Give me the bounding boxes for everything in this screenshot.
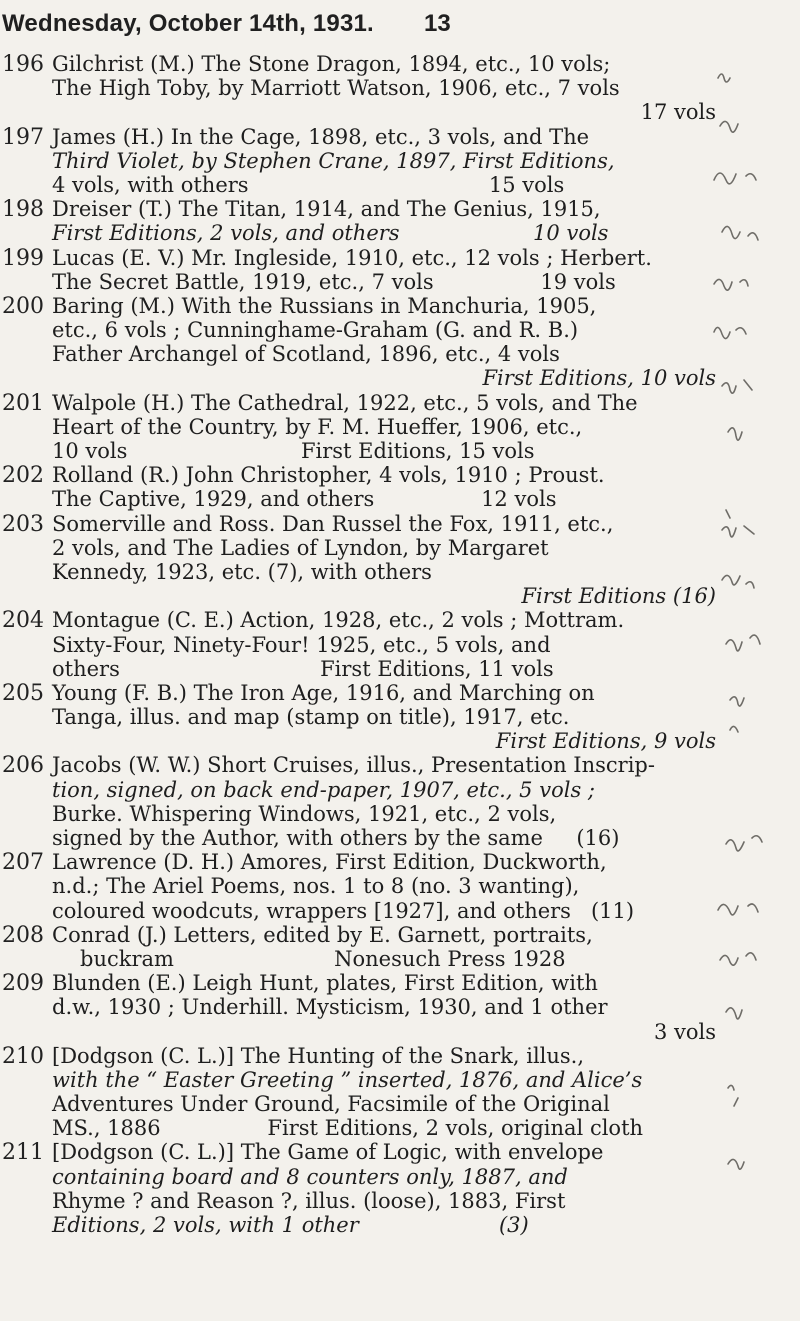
lot-description-line: Adventures Under Ground, Facsimile of the Original xyxy=(52,1092,610,1117)
lot-description-line: Gilchrist (M.) The Stone Dragon, 1894, etc., 10 vols; xyxy=(52,52,611,76)
lot-entry xyxy=(0,463,800,511)
lot-description-line: MS., 1886 First Editions, 2 vols, original cloth xyxy=(52,1116,644,1141)
lot-number: 197 xyxy=(2,124,44,150)
lot-entry xyxy=(0,608,800,681)
lot-entry xyxy=(0,125,800,198)
lot-description-line: First Editions (16) xyxy=(521,584,716,609)
lot-number: 198 xyxy=(2,197,44,223)
lot-description-line: Lawrence (D. H.) Amores, First Edition, Duckworth, xyxy=(52,850,607,875)
lot-entry xyxy=(0,52,800,125)
lot-number: 203 xyxy=(2,511,44,537)
lot-description-line: Rhyme ? and Reason ?, illus. (loose), 1883, First xyxy=(52,1188,566,1213)
lot-description-line: n.d.; The Ariel Poems, nos. 1 to 8 (no. 3 wanting), xyxy=(52,874,580,899)
lot-number: 196 xyxy=(2,52,44,77)
lot-description-line: 10 vols First Editions, 15 vols xyxy=(52,439,535,463)
lot-description-line: Third Violet, by Stephen Crane, 1897, First Editions, xyxy=(52,148,615,173)
lot-number: 208 xyxy=(2,922,44,948)
lot-description-line: Lucas (E. V.) Mr. Ingleside, 1910, etc., 12 vols ; Herbert. xyxy=(52,245,652,270)
lot-description-line: 17 vols xyxy=(640,100,716,125)
lot-entry xyxy=(0,1044,800,1141)
lot-number: 205 xyxy=(2,680,44,706)
lot-number: 210 xyxy=(2,1043,44,1069)
lot-entry xyxy=(0,294,800,391)
lot-description-line: etc., 6 vols ; Cunninghame-Graham (G. and R. B.) xyxy=(52,318,579,343)
lot-description-line: Montague (C. E.) Action, 1928, etc., 2 vols ; Mottram. xyxy=(52,608,625,633)
lot-description-line: First Editions, 2 vols, and others 10 vols xyxy=(52,221,609,246)
lot-description-line: Sixty-Four, Ninety-Four! 1925, etc., 5 vols, and xyxy=(52,632,551,657)
lot-number: 209 xyxy=(2,971,44,997)
lot-description-line: tion, signed, on back end-paper, 1907, etc., 5 vols ; xyxy=(52,777,595,802)
lot-description-line: Jacobs (W. W.) Short Cruises, illus., Presentation Inscrip- xyxy=(52,753,655,778)
lot-number: 206 xyxy=(2,753,44,779)
lot-description-line: Dreiser (T.) The Titan, 1914, and The Genius, 1915, xyxy=(52,197,601,222)
lot-description-line: with the “ Easter Greeting ” inserted, 1876, and Alice’s xyxy=(52,1067,643,1092)
lot-number: 207 xyxy=(2,850,44,876)
lot-entry xyxy=(0,681,800,754)
lot-description-line: The Captive, 1929, and others 12 vols xyxy=(52,487,557,512)
lot-number: 199 xyxy=(2,245,44,271)
lot-number: 202 xyxy=(2,463,44,489)
lot-list xyxy=(0,52,800,1237)
lot-description-line: The High Toby, by Marriott Watson, 1906, etc., 7 vols xyxy=(52,76,620,101)
lot-entry xyxy=(0,391,800,464)
lot-number: 211 xyxy=(2,1140,44,1166)
lot-description-line: Rolland (R.) John Christopher, 4 vols, 1910 ; Proust. xyxy=(52,463,605,488)
lot-entry xyxy=(0,923,800,971)
lot-number: 204 xyxy=(2,608,44,634)
lot-description-line: Young (F. B.) The Iron Age, 1916, and Marching on xyxy=(52,680,595,705)
lot-description-line: Father Archangel of Scotland, 1896, etc., 4 vols xyxy=(52,342,560,367)
lot-entry xyxy=(0,512,800,609)
lot-description-line: First Editions, 9 vols xyxy=(495,729,716,754)
lot-entry xyxy=(0,971,800,1044)
page-header xyxy=(0,0,800,50)
lot-entry xyxy=(0,850,800,923)
lot-description-line: signed by the Author, with others by the same (16) xyxy=(52,826,620,850)
lot-description-line: Burke. Whispering Windows, 1921, etc., 2 vols, xyxy=(52,801,557,826)
lot-description-line: d.w., 1930 ; Underhill. Mysticism, 1930, and 1 other xyxy=(52,995,608,1020)
header-date: Wednesday, October 14th, 1931. xyxy=(2,10,374,37)
lot-description-line: The Secret Battle, 1919, etc., 7 vols 19 vols xyxy=(52,269,616,294)
lot-description-line: Walpole (H.) The Cathedral, 1922, etc., 5 vols, and The xyxy=(52,390,638,415)
lot-description-line: Blunden (E.) Leigh Hunt, plates, First Edition, with xyxy=(52,971,598,996)
lot-description-line: Somerville and Ross. Dan Russel the Fox, 1911, etc., xyxy=(52,511,614,536)
lot-number: 201 xyxy=(2,390,44,416)
lot-description-line: 2 vols, and The Ladies of Lyndon, by Margaret xyxy=(52,535,549,560)
lot-entry xyxy=(0,197,800,245)
lot-entry xyxy=(0,753,800,850)
lot-description-line: Tanga, illus. and map (stamp on title), 1917, etc. xyxy=(52,705,570,730)
lot-description-line: 4 vols, with others 15 vols xyxy=(52,172,565,197)
lot-description-line: coloured woodcuts, wrappers [1927], and others (11) xyxy=(52,898,635,923)
lot-description-line: Conrad (J.) Letters, edited by E. Garnett, portraits, xyxy=(52,922,593,947)
lot-description-line: Kennedy, 1923, etc. (7), with others xyxy=(52,559,432,584)
lot-description-line: [Dodgson (C. L.)] The Hunting of the Snark, illus., xyxy=(52,1043,585,1068)
page-number: 13 xyxy=(424,10,451,37)
lot-description-line: First Editions, 10 vols xyxy=(482,366,716,391)
lot-number: 200 xyxy=(2,293,44,319)
lot-description-line: Heart of the Country, by F. M. Hueffer, 1906, etc., xyxy=(52,414,583,439)
lot-entry xyxy=(0,246,800,294)
lot-description-line: Editions, 2 vols, with 1 other (3) xyxy=(52,1213,529,1237)
lot-description-line: 3 vols xyxy=(653,1019,716,1044)
lot-description-line: James (H.) In the Cage, 1898, etc., 3 vols, and The xyxy=(52,124,590,149)
lot-description-line: containing board and 8 counters only, 1887, and xyxy=(52,1164,568,1189)
lot-description-line: Baring (M.) With the Russians in Manchuria, 1905, xyxy=(52,293,597,318)
lot-description-line: buckram Nonesuch Press 1928 xyxy=(80,946,566,971)
lot-entry xyxy=(0,1140,800,1237)
lot-description-line: others First Editions, 11 vols xyxy=(52,656,554,681)
lot-description-line: [Dodgson (C. L.)] The Game of Logic, with envelope xyxy=(52,1140,604,1165)
